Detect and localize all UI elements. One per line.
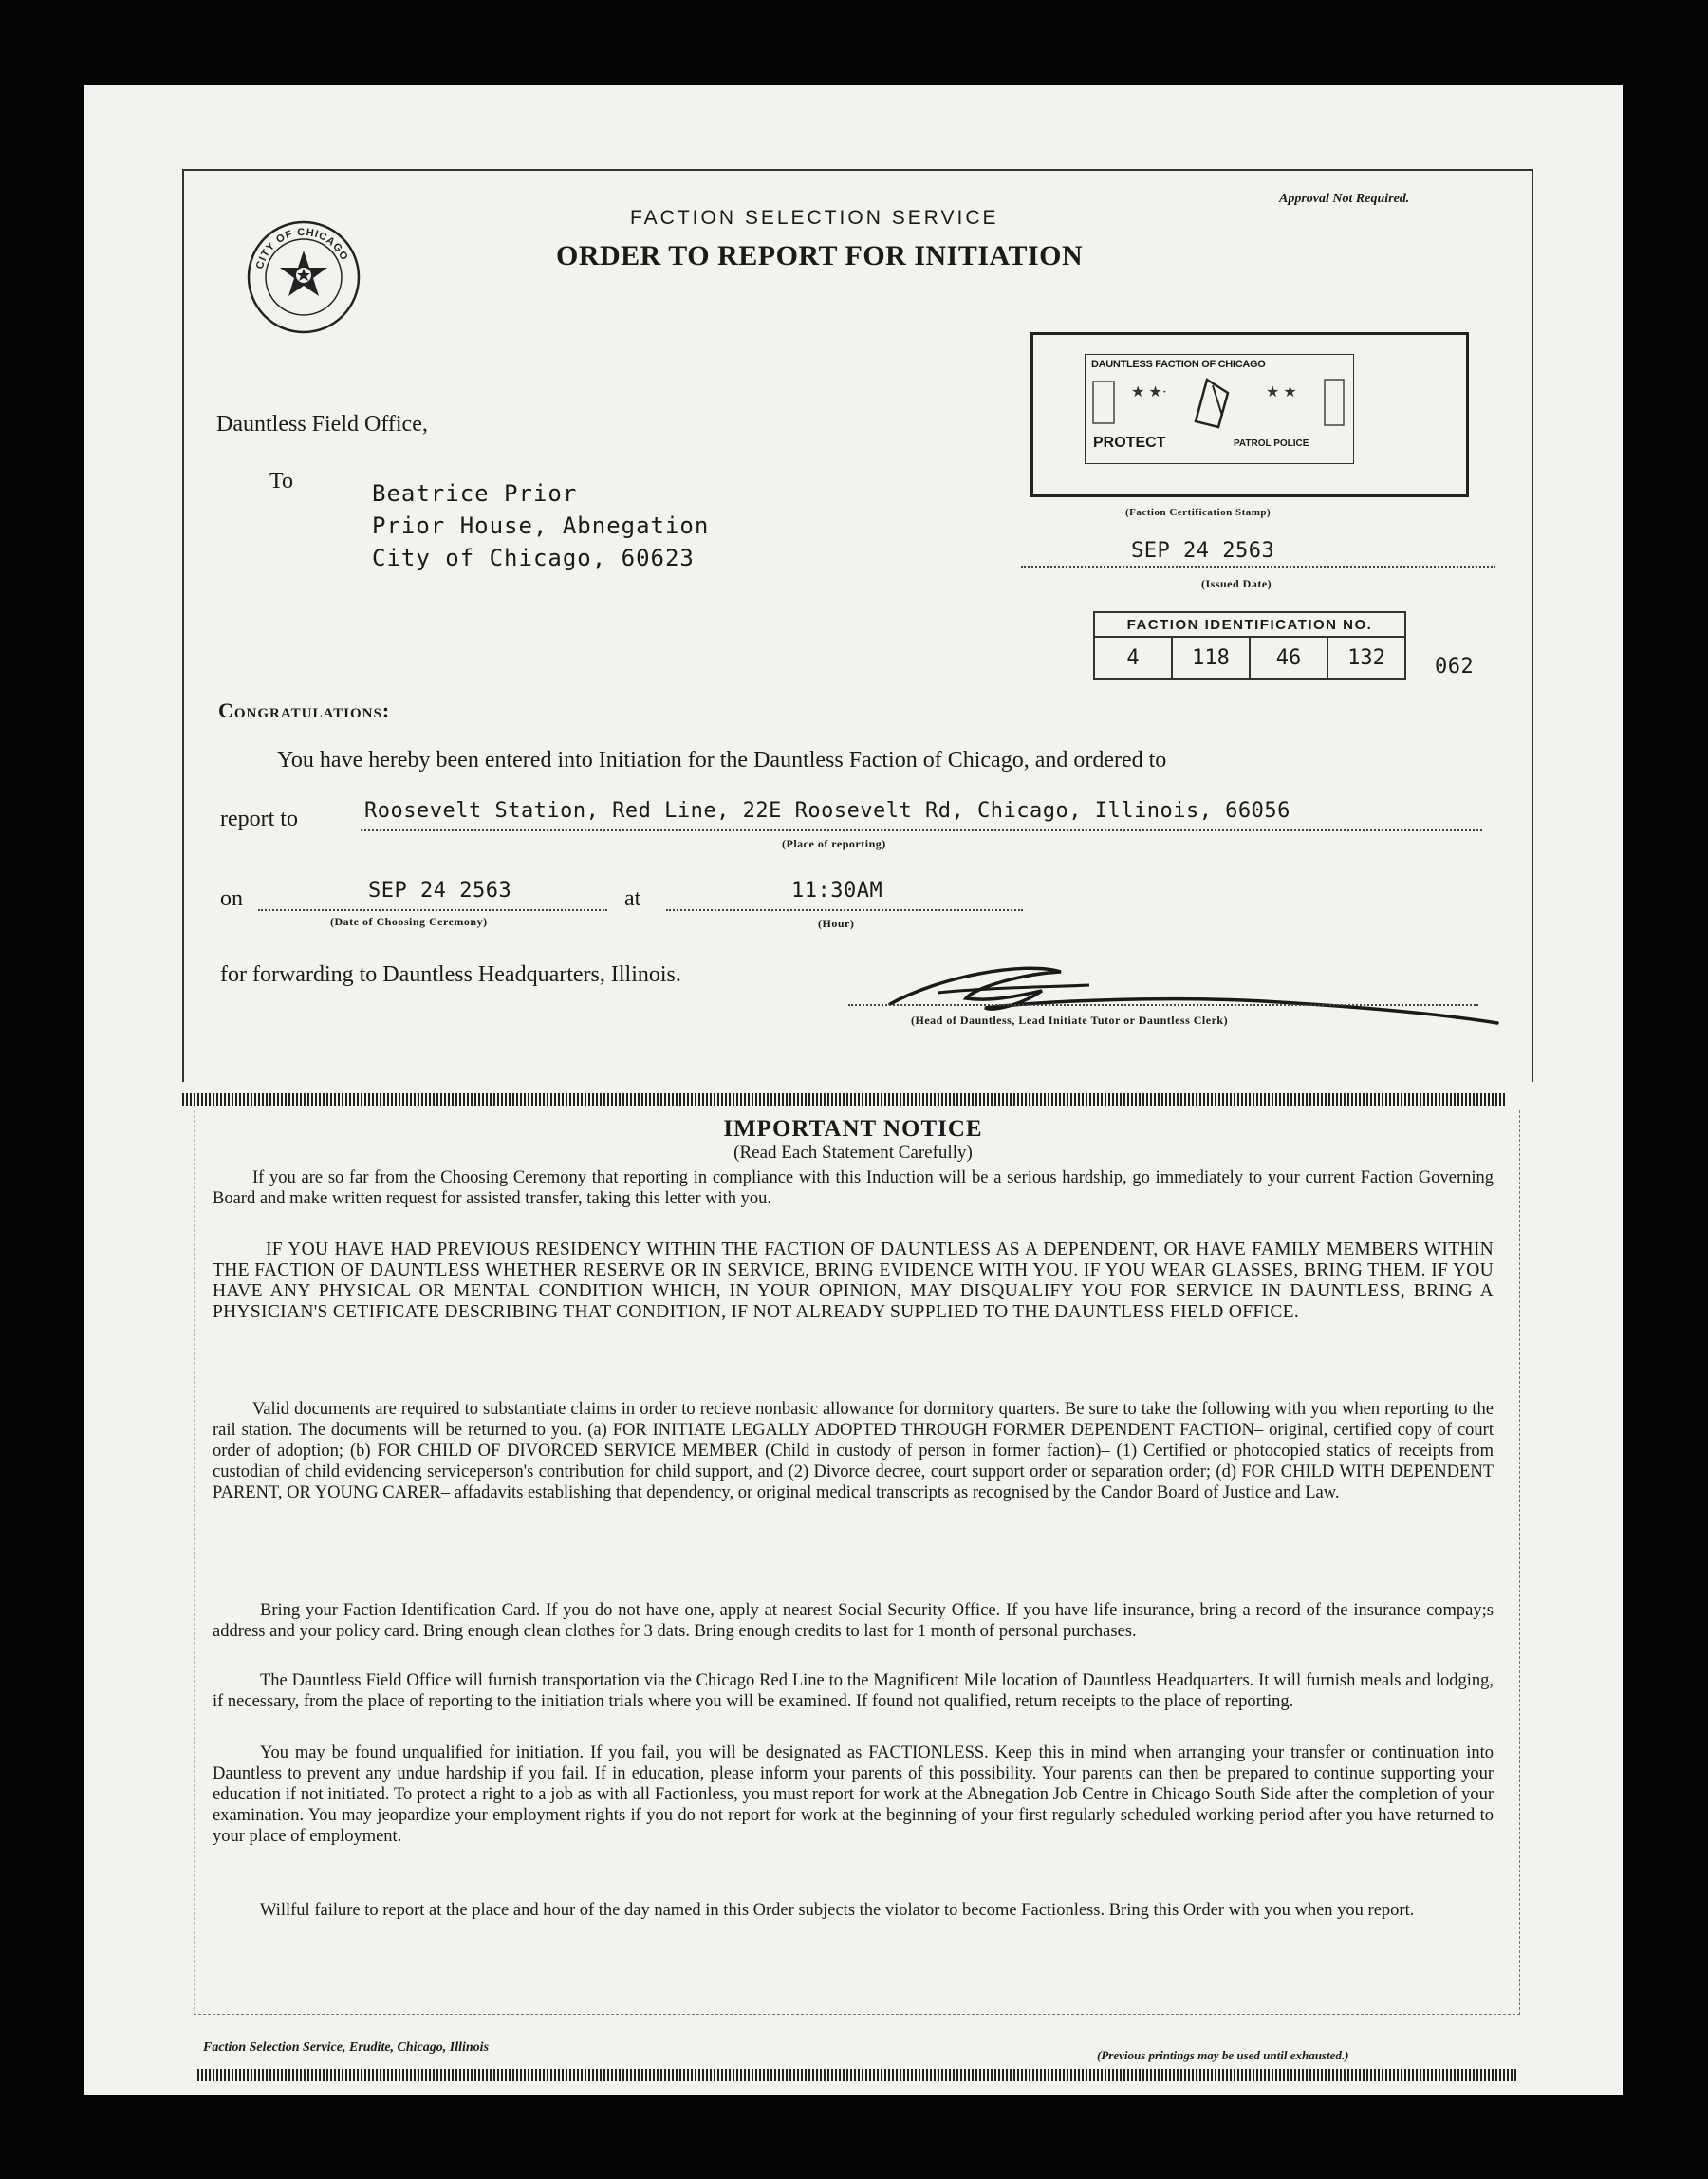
seal-text: CITY OF CHICAGO <box>253 226 351 270</box>
service-name: FACTION SELECTION SERVICE <box>630 207 999 229</box>
ceremony-date: SEP 24 2563 <box>368 879 512 903</box>
notice-title: IMPORTANT NOTICE <box>723 1116 983 1142</box>
faction-id-table <box>1093 611 1406 680</box>
at-label: at <box>624 886 641 911</box>
stamp-top-text: DAUNTLESS FACTION OF CHICAGO <box>1091 359 1266 370</box>
notice-paragraph-5: The Dauntless Field Office will furnish transportation via the Chicago Red Line to the Magnificent Mile location of Dauntless Headquarters. It will furnish meals and lodging, if necessary, from the place of reporting to the initiation trials where you will be examined. If found not qualified, return receipts to the place of reporting. <box>213 1671 1494 1711</box>
notice-paragraph-6: You may be found unqualified for initiation. If you fail, you will be designated as FACTIONLESS. Keep this in mind when arranging your transfer or continuation into Dauntless to prevent any undue hardship if you fail. If in education, please inform your parents of this possibility. Your parents can then be prepared to continue supporting your education if not initiated. To protect a right to a job as with all Factionless, you must report for work at the Abnegation Job Centre in Chicago South Side after the completion of your examination. You may jeopardize your employment rights if you do not report for work at the beginning of your first regularly scheduled working period after you have returned to your place of employment. <box>213 1743 1494 1846</box>
stamp-protect-text: PROTECT <box>1093 435 1166 451</box>
footer-right: (Previous printings may be used until exhausted.) <box>1097 2048 1349 2062</box>
stamp-patrol-text: PATROL POLICE <box>1234 438 1309 449</box>
perforation-stripe <box>182 1093 1507 1106</box>
place-caption: (Place of reporting) <box>782 837 886 850</box>
stamp-caption: (Faction Certification Stamp) <box>1125 507 1272 518</box>
issued-date-caption: (Issued Date) <box>1201 577 1272 590</box>
certification-stamp <box>1085 354 1354 464</box>
bottom-stripe <box>197 2069 1516 2081</box>
forwarding-line: for forwarding to Dauntless Headquarters, Illinois. <box>220 962 681 987</box>
faction-id-part: 132 <box>1327 637 1405 679</box>
faction-id-suffix: 062 <box>1435 655 1475 679</box>
recipient-address-1: Prior House, Abnegation <box>372 512 710 539</box>
on-label: on <box>220 886 243 911</box>
notice-subtitle: (Read Each Statement Carefully) <box>733 1143 973 1163</box>
faction-id-header: FACTION IDENTIFICATION NO. <box>1094 612 1405 637</box>
faction-id-part: 4 <box>1094 637 1172 679</box>
faction-id-part: 46 <box>1250 637 1327 679</box>
city-seal-icon <box>245 218 362 336</box>
approval-note: Approval Not Required. <box>1279 192 1410 206</box>
date-caption: (Date of Choosing Ceremony) <box>330 915 488 928</box>
order-title: ORDER TO REPORT FOR INITIATION <box>556 240 1084 271</box>
hour-caption: (Hour) <box>818 917 855 930</box>
notice-paragraph-7: Willful failure to report at the place and hour of the day named in this Order subjects the violator to become Factionless. Bring this Order with you when you report. <box>260 1901 1415 1920</box>
faction-id-part: 118 <box>1172 637 1250 679</box>
recipient-name: Beatrice Prior <box>372 480 578 507</box>
svg-text:★ ★·: ★ ★· <box>1131 384 1168 400</box>
recipient-address-2: City of Chicago, 60623 <box>372 545 695 571</box>
signature-line <box>848 1000 1478 1006</box>
hour: 11:30AM <box>791 879 883 903</box>
notice-paragraph-2: IF YOU HAVE HAD PREVIOUS RESIDENCY WITHIN THE FACTION OF DAUNTLESS AS A DEPENDENT, OR HAVE FAMILY MEMBERS WITHIN THE FACTION OF DAUNTLESS WHETHER RESERVE OR IN SERVICE, BRING EVIDENCE WITH YOU. IF YOU WEAR GLASSES, BRING THEM. IF YOU HAVE ANY PHYSICAL OR MENTAL CONDITION WHICH, IN YOUR OPINION, MAY DISQUALIFY YOU FOR SERVICE IN DAUNTLESS, BRING A PHYSICIAN'S CETIFICATE DESCRIBING THAT CONDITION, IF NOT ALREADY SUPPLIED TO THE DAUNTLESS FIELD OFFICE. <box>213 1239 1494 1322</box>
certification-stamp-box <box>1030 332 1469 497</box>
footer-left: Faction Selection Service, Erudite, Chicago, Illinois <box>203 2040 490 2055</box>
report-place: Roosevelt Station, Red Line, 22E Roosevelt Rd, Chicago, Illinois, 66056 <box>364 799 1290 823</box>
issued-date: SEP 24 2563 <box>1131 539 1275 563</box>
notice-paragraph-3: Valid documents are required to substantiate claims in order to recieve nonbasic allowance for dormitory quarters. Be sure to take the following with you when reporting to the rail station. The documents will be returned to you. (a) FOR INITIATE LEGALLY ADOPTED THROUGH FORMER DEPENDENT FACTION– original, certified copy of court order of adoption; (b) FOR CHILD OF DIVORCED SERVICE MEMBER (Child in custody of person in former faction)– (1) Certified or photocopied statics of receipts from custodian of child evidencing serviceperson's contribution for child support, and (2) Divorce decree, court support order or separation order; (d) FOR CHILD WITH DEPENDENT PARENT, OR YOUNG CARER– affadavits establishing that dependency, or original medical transcripts as recognised by the Candor Board of Justice and Law. <box>213 1400 1494 1502</box>
signature-caption: (Head of Dauntless, Lead Initiate Tutor or Dauntless Clerk) <box>911 1014 1229 1027</box>
stamp-emblem-icon <box>1086 372 1353 438</box>
body-line: You have hereby been entered into Initiation for the Dauntless Faction of Chicago, and ordered to <box>277 748 1167 773</box>
report-to-label: report to <box>220 807 298 831</box>
document-page <box>84 85 1623 2095</box>
to-label: To <box>269 469 293 494</box>
congratulations-label: Congratulations: <box>218 698 391 722</box>
notice-paragraph-4: Bring your Faction Identification Card. If you do not have one, apply at nearest Social Security Office. If you have life insurance, bring a record of the insurance compay;s address and your policy card. Bring enough clean clothes for 3 dats. Bring enough credits to last for 1 month of personal purchases. <box>213 1601 1494 1641</box>
notice-paragraph-1: If you are so far from the Choosing Ceremony that reporting in compliance with this Induction will be a serious hardship, go immediately to your current Faction Governing Board and make written request for assisted transfer, taking this letter with you. <box>213 1168 1494 1208</box>
field-office: Dauntless Field Office, <box>216 412 428 437</box>
svg-text:★ ★: ★ ★ <box>1266 384 1297 400</box>
